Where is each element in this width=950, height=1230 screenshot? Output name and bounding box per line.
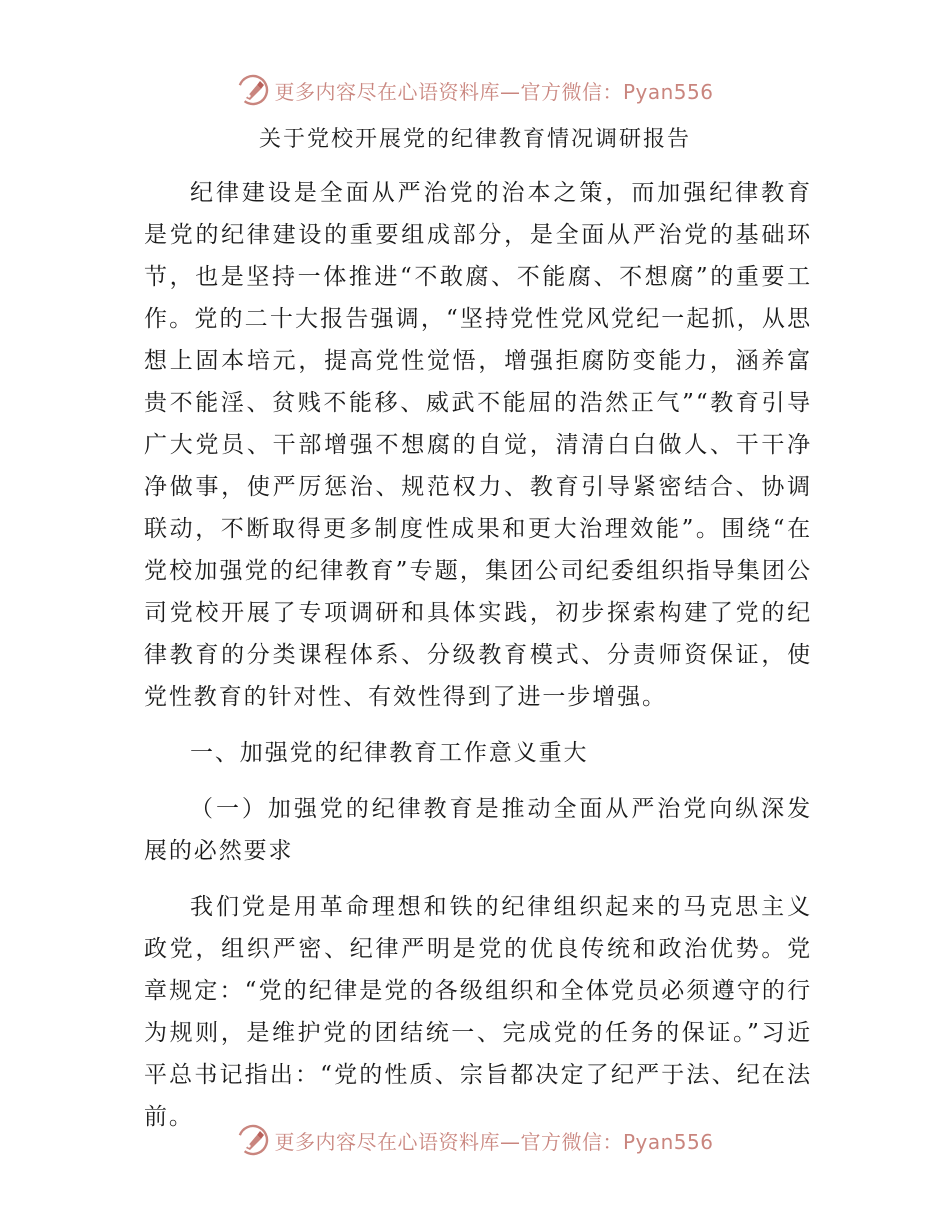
document-body (144, 172, 812, 1138)
section-heading: 一、加强党的纪律教育工作意义重大 (190, 740, 589, 766)
footer-banner (0, 1120, 950, 1160)
banner-text: 更多内容尽在心语资料库—官方微信：Pyan556 (274, 1129, 714, 1154)
subsection-heading: （一）加强党的纪律教育是推动全面从严治党向纵深发展的必然要求 (144, 796, 812, 864)
pen-nib-logo-icon (236, 1123, 270, 1157)
header-banner (0, 70, 950, 110)
paragraph: 纪律建设是全面从严治党的治本之策，而加强纪律教育是党的纪律建设的重要组成部分，是全面从严治党的基础环节，也是坚持一体推进“不敢腐、不能腐、不想腐”的重要工作。党的二十大报告强调，“坚持党性党风党纪一起抓，从思想上固本培元，提高党性觉悟，增强拒腐防变能力，涵养富贵不能淫、贫贱不能移、威武不能屈的浩然正气”“教育引导广大党员、干部增强不想腐的自觉，清清白白做人、干干净净做事，使严厉惩治、规范权力、教育引导紧密结合、协调联动，不断取得更多制度性成果和更大治理效能”。围绕“在党校加强党的纪律教育”专题，集团公司纪委组织指导集团公司党校开展了专项调研和具体实践，初步探索构建了党的纪律教育的分类课程体系、分级教育模式、分责师资保证，使党性教育的针对性、有效性得到了进一步增强。 (144, 180, 812, 710)
banner-text: 更多内容尽在心语资料库—官方微信：Pyan556 (274, 79, 714, 104)
pen-nib-logo-icon (236, 73, 270, 107)
document-title: 关于党校开展党的纪律教育情况调研报告 (258, 127, 691, 152)
paragraph: 我们党是用革命理想和铁的纪律组织起来的马克思主义政党，组织严密、纪律严明是党的优良传统和政治优势。党章规定：“党的纪律是党的各级组织和全体党员必须遵守的行为规则，是维护党的团结统一、完成党的任务的保证。”习近平总书记指出：“党的性质、宗旨都决定了纪严于法、纪在法前。 (144, 894, 812, 1130)
